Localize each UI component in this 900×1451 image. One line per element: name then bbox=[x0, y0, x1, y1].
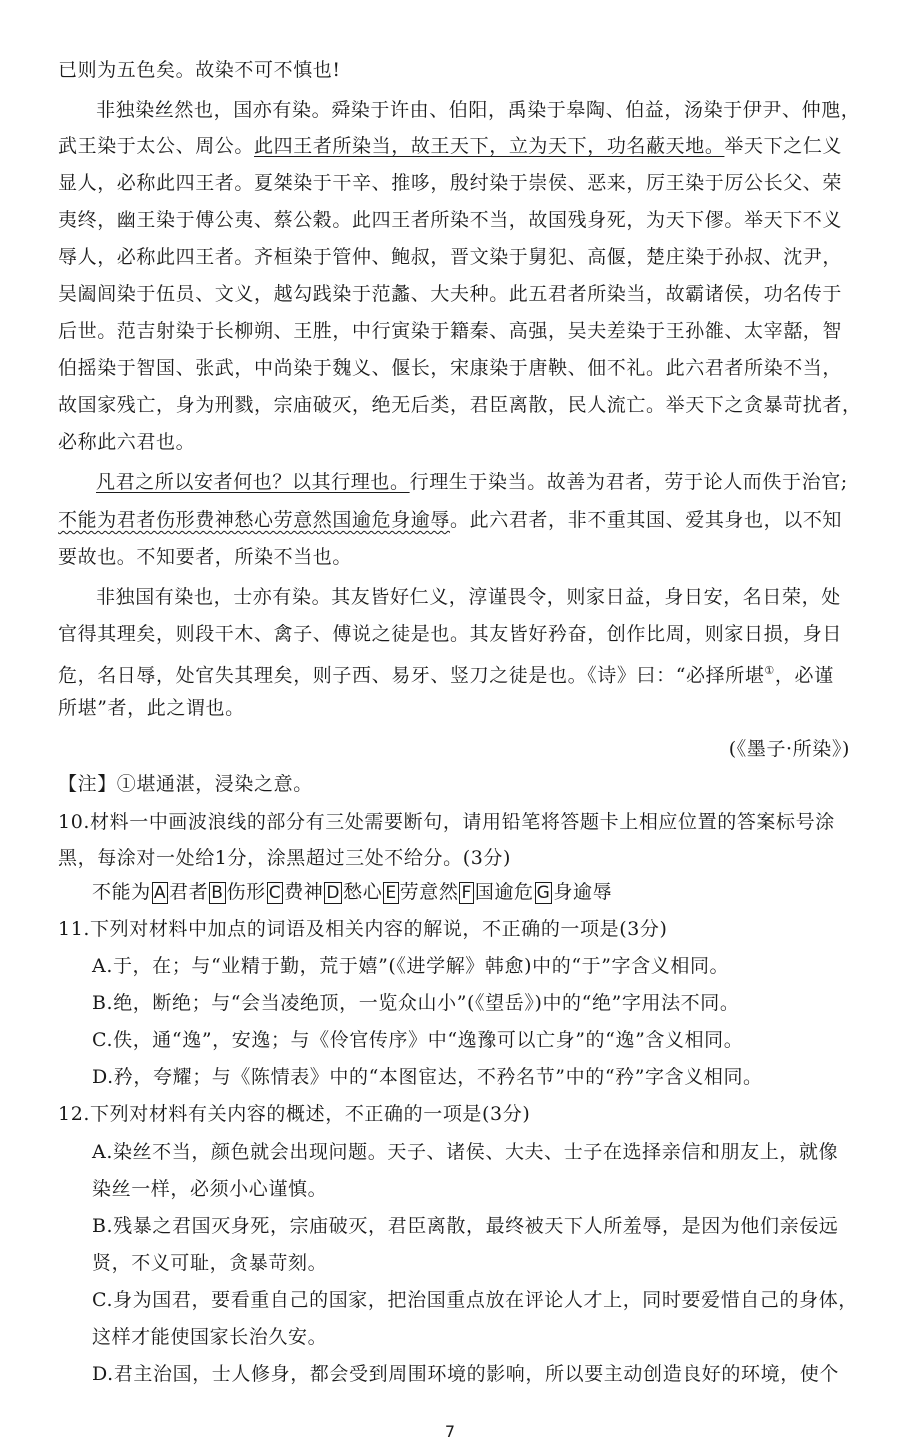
segment-text: 愁心 bbox=[343, 881, 383, 903]
segment-text: 伤形 bbox=[226, 881, 266, 903]
text-span: 武王染于太公、周公。 bbox=[58, 135, 255, 157]
question-10-stem: 黑，每涂对一处给1分，涂黑超过三处不给分。(3分) bbox=[58, 847, 512, 869]
passage-line: 非独国有染也，士亦有染。其友皆好仁义，淳谨畏令，则家日益，身日安，名日荣，处 bbox=[96, 586, 841, 608]
footnote: 【注】①堪通湛，浸染之意。 bbox=[58, 773, 313, 795]
question-11-stem: 11.下列对材料中加点的词语及相关内容的解说，不正确的一项是(3分) bbox=[58, 918, 668, 940]
text-span: 举天下之仁义 bbox=[724, 135, 843, 157]
break-mark-e[interactable]: E bbox=[385, 883, 397, 903]
break-mark-g[interactable]: G bbox=[536, 883, 551, 903]
passage-line: 吴阖闾染于伍员、文义，越勾践染于范蠡、大夫种。此五君者所染当，故霸诸侯，功名传于 bbox=[58, 283, 843, 305]
question-12-option-d[interactable]: D.君主治国，士人修身，都会受到周围环境的影响，所以要主动创造良好的环境，使个 bbox=[92, 1363, 839, 1385]
segment-text: 身逾辱 bbox=[553, 881, 613, 903]
segment-text: 劳意然 bbox=[399, 881, 459, 903]
passage-line: 夷终，幽王染于傅公夷、蔡公穀。此四王者所染不当，故国残身死，为天下僇。举天下不义 bbox=[58, 209, 843, 231]
question-11-option-b[interactable]: B.绝，断绝；与“会当凌绝顶，一览众山小”(《望岳》)中的“绝”字用法不同。 bbox=[92, 992, 740, 1014]
break-mark-c[interactable]: C bbox=[268, 883, 282, 903]
passage-line: 故国家残亡，身为刑戮，宗庙破灭，绝无后类，君臣离散，民人流亡。举天下之贪暴苛扰者， bbox=[58, 394, 862, 416]
passage-line: 显人，必称此四王者。夏桀染于干辛、推哆，殷纣染于崇侯、恶来，厉王染于厉公长父、荣 bbox=[58, 172, 843, 194]
question-12-stem: 12.下列对材料有关内容的概述，不正确的一项是(3分) bbox=[58, 1103, 531, 1125]
question-10-stem: 10.材料一中画波浪线的部分有三处需要断句，请用铅笔将答题卡上相应位置的答案标号涂 bbox=[58, 811, 835, 833]
passage-line: 非独染丝然也，国亦有染。舜染于许由、伯阳，禹染于皋陶、伯益，汤染于伊尹、仲虺， bbox=[96, 99, 861, 121]
segment-text: 费神 bbox=[284, 881, 324, 903]
passage-line: 后世。范吉射染于长柳朔、王胜，中行寅染于籍秦、高强，吴夫差染于王孙雒、太宰嚭，智 bbox=[58, 320, 843, 342]
segment-text: 君者 bbox=[169, 881, 209, 903]
wavy-underlined-sentence: 不能为君者伤形费神愁心劳意然国逾危身逾辱 bbox=[58, 509, 451, 531]
break-mark-b[interactable]: B bbox=[211, 883, 224, 903]
question-11-option-a[interactable]: A.于，在；与“业精于勤，荒于嬉”(《进学解》韩愈)中的“于”字含义相同。 bbox=[92, 955, 730, 977]
page-number: 7 bbox=[444, 1422, 456, 1441]
passage-line: 已则为五色矣。故染不可不慎也! bbox=[58, 59, 341, 81]
underlined-sentence: 凡君之所以安者何也？以其行理也。 bbox=[96, 471, 410, 493]
passage-line: 辱人，必称此四王者。齐桓染于管仲、鲍叔，晋文染于舅犯、高偃，楚庄染于孙叔、沈尹， bbox=[58, 246, 843, 268]
question-12-option-c[interactable]: C.身为国君，要看重自己的国家，把治国重点放在评论人才上，同时要爱惜自己的身体， bbox=[92, 1289, 858, 1311]
text-span: ，必谨 bbox=[774, 664, 834, 687]
question-10-options bbox=[92, 880, 858, 904]
question-12-option-a-cont: 染丝一样，必须小心谨慎。 bbox=[92, 1178, 328, 1200]
footnote-marker: ① bbox=[764, 664, 775, 677]
passage-line bbox=[58, 134, 858, 158]
break-mark-d[interactable]: D bbox=[326, 883, 341, 903]
source-citation: (《墨子·所染》) bbox=[728, 738, 850, 760]
passage-line: 要故也。不知要者，所染不当也。 bbox=[58, 546, 353, 568]
segment-text: 国逾危 bbox=[474, 881, 534, 903]
text-span: 行理生于染当。故善为君者，劳于论人而佚于治官; bbox=[409, 471, 848, 493]
text-span: 危，名日辱，处官失其理矣，则子西、易牙、竖刀之徒是也。《诗》曰：“必择所堪 bbox=[58, 664, 765, 687]
passage-line: 伯摇染于智国、张武，中尚染于魏义、偃长，宋康染于唐鞅、佃不礼。此六君者所染不当， bbox=[58, 357, 843, 379]
text-span: 。此六君者，非不重其国、爱其身也，以不知 bbox=[450, 509, 843, 531]
question-12-option-c-cont: 这样才能使国家长治久安。 bbox=[92, 1326, 328, 1348]
question-11-option-c[interactable]: C.佚，通“逸”，安逸；与《伶官传序》中“逸豫可以亡身”的“逸”含义相同。 bbox=[92, 1029, 744, 1051]
break-mark-f[interactable]: F bbox=[461, 883, 472, 903]
question-11-option-d[interactable]: D.矜，夸耀；与《陈情表》中的“本图宦达，不矜名节”中的“矜”字含义相同。 bbox=[92, 1066, 763, 1088]
passage-line bbox=[58, 659, 858, 687]
passage-line: 所堪”者，此之谓也。 bbox=[58, 697, 245, 719]
passage-line: 官得其理矣，则段干木、禽子、傅说之徒是也。其友皆好矜奋，创作比周，则家日损，身日 bbox=[58, 623, 843, 645]
passage-line: 必称此六君也。 bbox=[58, 431, 196, 453]
question-12-option-a[interactable]: A.染丝不当，颜色就会出现问题。天子、诸侯、大夫、士子在选择亲信和朋友上，就像 bbox=[92, 1141, 839, 1163]
passage-line bbox=[96, 470, 858, 494]
underlined-sentence: 此四王者所染当，故王天下，立为天下，功名蔽天地。 bbox=[254, 135, 725, 157]
passage-line bbox=[58, 508, 858, 532]
segment-text: 不能为 bbox=[92, 881, 151, 903]
break-mark-a[interactable]: A bbox=[153, 883, 167, 903]
question-12-option-b-cont: 贤，不义可耻，贪暴苛刻。 bbox=[92, 1252, 328, 1274]
question-12-option-b[interactable]: B.残暴之君国灭身死，宗庙破灭，君臣离散，最终被天下人所羞辱，是因为他们亲佞远 bbox=[92, 1215, 839, 1237]
